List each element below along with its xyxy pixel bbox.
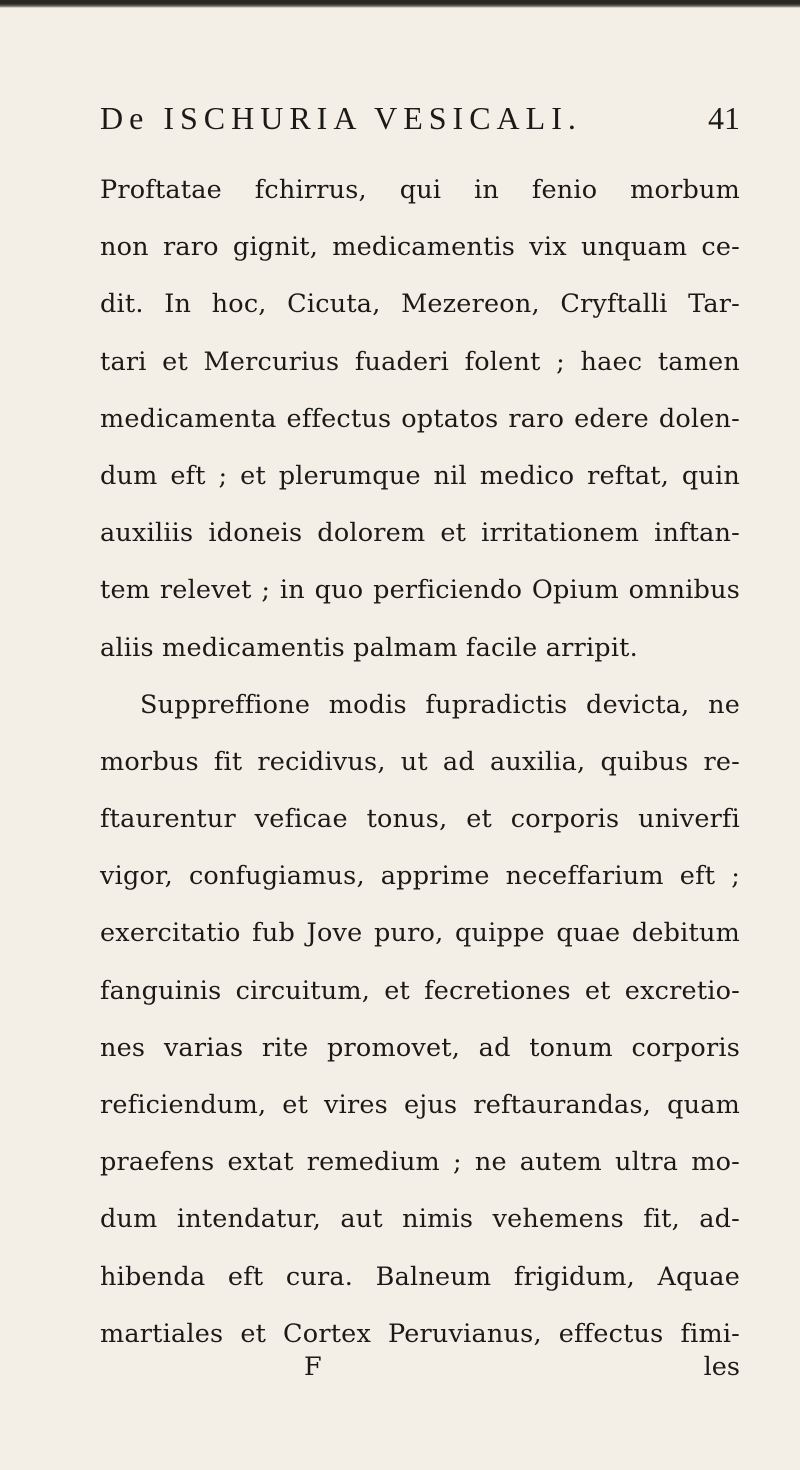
text-line: dit. In hoc, Cicuta, Mezereon, Cryftalli Tar- (100, 289, 740, 320)
paragraph-start-line: Suppreffione modis fupradictis devicta, ne (140, 689, 740, 720)
text-line: morbus fit recidivus, ut ad auxilia, quibus re- (100, 746, 740, 777)
text-line: dum eft ; et plerumque nil medico reftat, quin (100, 460, 740, 491)
running-title: De ISCHURIA VESICALI. (100, 100, 582, 136)
page-top-edge (0, 0, 800, 8)
text-line: tari et Mercurius fuaderi folent ; haec tamen (100, 346, 740, 377)
catchword: les (703, 1352, 740, 1382)
page-footer (100, 1345, 740, 1389)
page-header (0, 100, 800, 150)
text-line: hibenda eft cura. Balneum frigidum, Aquae (100, 1261, 740, 1292)
text-line: non raro gignit, medicamentis vix unquam ce- (100, 232, 740, 263)
text-line: nes varias rite promovet, ad tonum corporis (100, 1032, 740, 1063)
text-line: fanguinis circuitum, et fecretiones et excretio- (100, 975, 740, 1006)
text-line: dum intendatur, aut nimis vehemens fit, ad- (100, 1204, 740, 1235)
text-line: exercitatio fub Jove puro, quippe quae debitum (100, 918, 740, 949)
text-line: vigor, confugiamus, apprime neceffarium eft ; (100, 861, 740, 892)
text-line: aliis medicamentis palmam facile arripit. (100, 632, 638, 663)
text-line: Proftatae fchirrus, qui in fenio morbum (100, 175, 740, 205)
text-line: ftaurentur veficae tonus, et corporis univerfi (100, 804, 740, 835)
body-text (100, 168, 740, 1369)
signature-mark: F (304, 1352, 322, 1382)
text-line: reficiendum, et vires ejus reftaurandas, quam (100, 1090, 740, 1120)
text-line: martiales et Cortex Peruvianus, effectus fimi- (100, 1318, 740, 1349)
text-line: tem relevet ; in quo perficiendo Opium omnibus (100, 575, 740, 606)
page-number: 41 (708, 100, 740, 136)
text-line: auxiliis idoneis dolorem et irritationem inftan- (100, 518, 740, 549)
text-line: medicamenta effectus optatos raro edere dolen- (100, 403, 740, 434)
text-line: praefens extat remedium ; ne autem ultra mo- (100, 1147, 740, 1178)
